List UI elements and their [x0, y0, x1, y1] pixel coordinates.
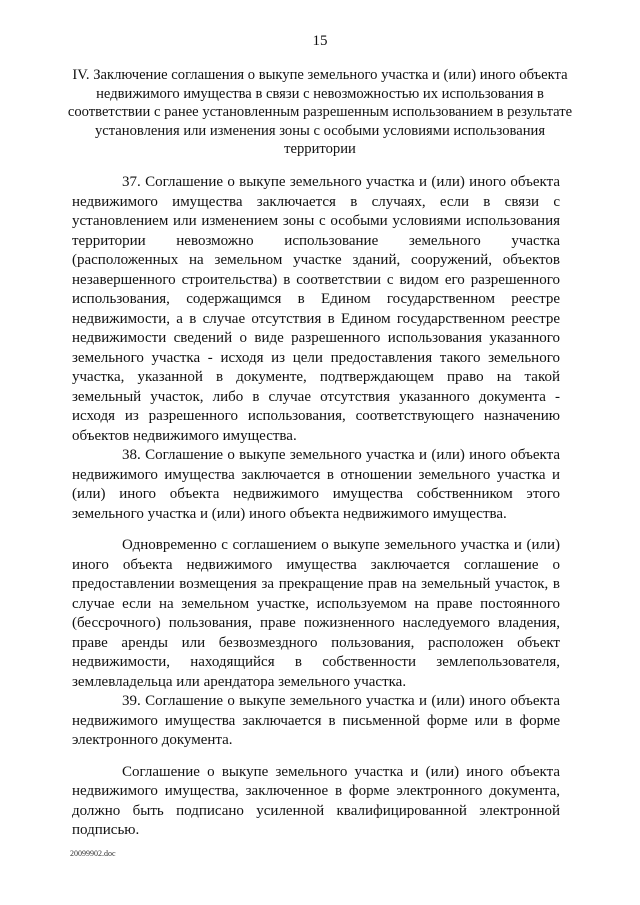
document-body: [72, 173, 560, 841]
paragraph-39: 39. Соглашение о выкупе земельного участка и (или) иного объекта недвижимого имущества заключается в письменной форме или в форме электронного документа.: [72, 693, 560, 748]
paragraph-37: 37. Соглашение о выкупе земельного участка и (или) иного объекта недвижимого имущества заключается в случаях, если в связи с установлением или изменением зоны с особыми условиями использования территории невозможно использование земельного участка (расположенных на земельном участке зданий, сооружений, объектов незавершенного строительства) в соответствии с видом его разрешенного использования, содержащимся в Едином государственном реестре недвижимости, а в случае отсутствия в Едином государственном реестре недвижимости сведений о виде разрешенного использования указанного земельного участка - исходя из цели предоставления такого земельного участка, указанной в документе, подтверждающем право на такой земельный участок, либо в случае отсутствия указанного документа - исходя из разрешенного использования, соответствующего назначению объектов недвижимого имущества.: [72, 174, 560, 444]
paragraph-39-continued: Соглашение о выкупе земельного участка и (или) иного объекта недвижимого имущества, заключенное в форме электронного документа, должно быть подписано усиленной квалифицированной электронной подписью.: [72, 763, 560, 838]
footer-filename: 20099902.doc: [70, 849, 116, 858]
section-heading: IV. Заключение соглашения о выкупе земельного участка и (или) иного объекта недвижимого имущества в связи с невозможностью их использования в соответствии с ранее установленным разрешенным использованием в результате установления или изменения зоны с особыми условиями использования территории: [67, 67, 573, 157]
paragraph-38-continued: Одновременно с соглашением о выкупе земельного участка и (или) иного объекта недвижимого имущества заключается соглашение о предоставлении возмещения за прекращение прав на земельный участок, в случае если на земельном участке, используемом на праве постоянного (бессрочного) пользования, праве пожизненного наследуемого владения, праве аренды или безвозмездного пользования, расположен объект недвижимости, находящийся в собственности землепользователя, землевладельца или арендатора земельного участка.: [72, 537, 560, 690]
page-number: 15: [312, 33, 328, 49]
paragraph-38: 38. Соглашение о выкупе земельного участка и (или) иного объекта недвижимого имущества заключается в отношении земельного участка и (или) иного объекта недвижимого имущества собственником этого земельного участка и (или) иного объекта недвижимого имущества.: [72, 447, 560, 522]
